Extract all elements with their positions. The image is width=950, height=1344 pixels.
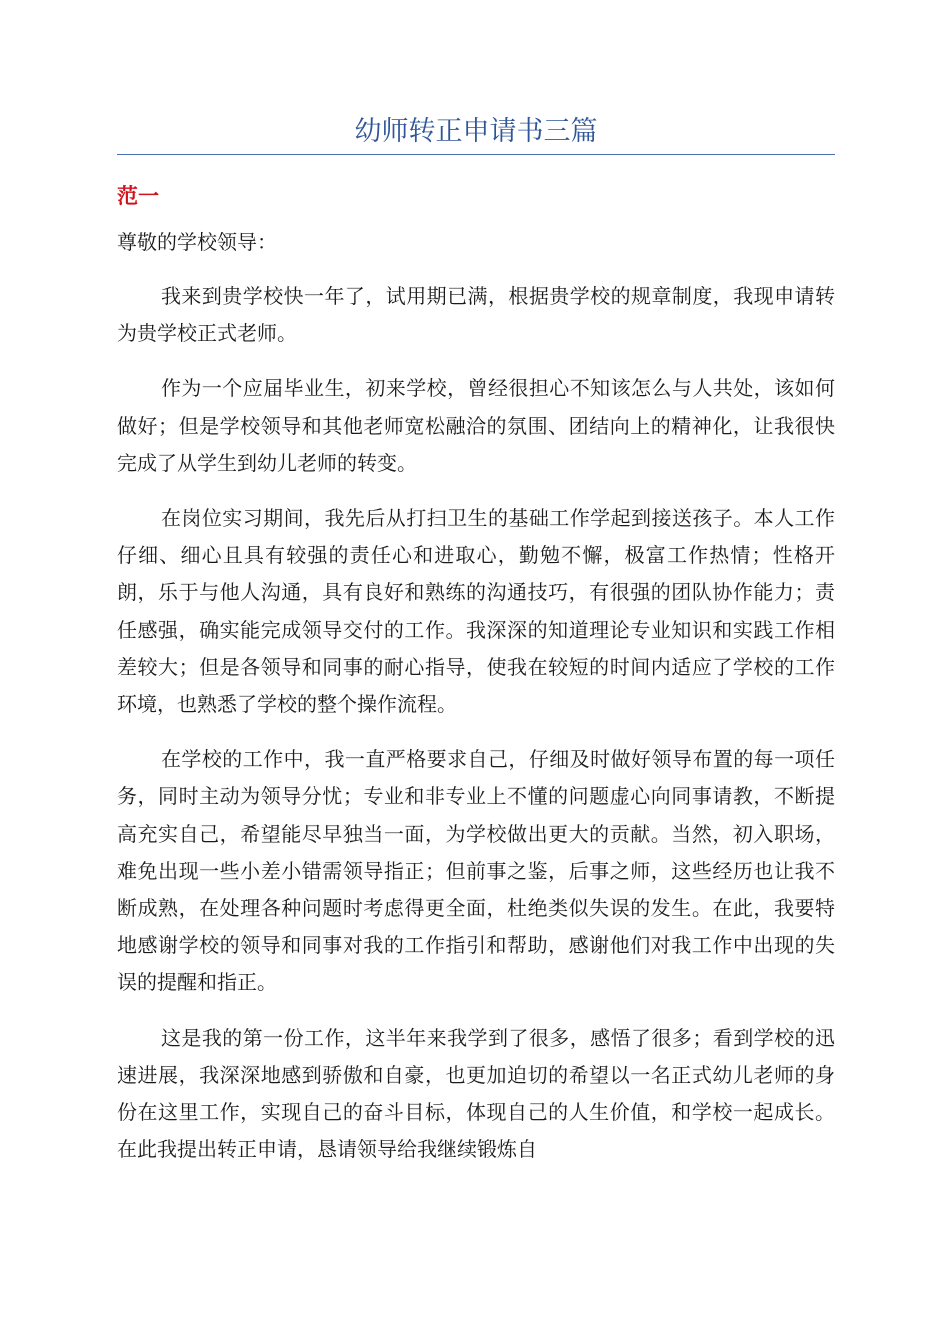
salutation: 尊敬的学校领导： (117, 230, 277, 254)
paragraph-1: 我来到贵学校快一年了，试用期已满，根据贵学校的规章制度，我现申请转为贵学校正式老师。 (117, 284, 835, 346)
paragraph-4: 在学校的工作中，我一直严格要求自己，仔细及时做好领导布置的每一项任务，同时主动为领导分忧；专业和非专业上不懂的问题虚心向同事请教，不断提高充实自己，希望能尽早独当一面，为学校做出更大的贡献。当然，初入职场，难免出现一些小差小错需领导指正；但前事之鉴，后事之师，这些经历也让我不断成熟，在处理各种问题时考虑得更全面，杜绝类似失误的发生。在此，我要特地感谢学校的领导和同事对我的工作指引和帮助，感谢他们对我工作中出现的失误的提醒和指正。 (117, 747, 835, 995)
section-heading: 范一 (117, 184, 159, 208)
document-title: 幼师转正申请书三篇 (354, 116, 598, 147)
letter-body (117, 278, 835, 1186)
paragraph-2: 作为一个应届毕业生，初来学校，曾经很担心不知该怎么与人共处，该如何做好；但是学校领导和其他老师宽松融洽的氛围、团结向上的精神化，让我很快完成了从学生到幼儿老师的转变。 (117, 376, 835, 475)
title-divider (117, 154, 835, 155)
paragraph-5: 这是我的第一份工作，这半年来我学到了很多，感悟了很多；看到学校的迅速进展，我深深地感到骄傲和自豪，也更加迫切的希望以一名正式幼儿老师的身份在这里工作，实现自己的奋斗目标，体现自己的人生价值，和学校一起成长。在此我提出转正申请，恳请领导给我继续锻炼自 (117, 1025, 835, 1162)
paragraph-3: 在岗位实习期间，我先后从打扫卫生的基础工作学起到接送孩子。本人工作仔细、细心且具有较强的责任心和进取心，勤勉不懈，极富工作热情；性格开朗，乐于与他人沟通，具有良好和熟练的沟通技巧，有很强的团队协作能力；责任感强，确实能完成领导交付的工作。我深深的知道理论专业知识和实践工作相差较大；但是各领导和同事的耐心指导，使我在较短的时间内适应了学校的工作环境，也熟悉了学校的整个操作流程。 (117, 506, 835, 717)
